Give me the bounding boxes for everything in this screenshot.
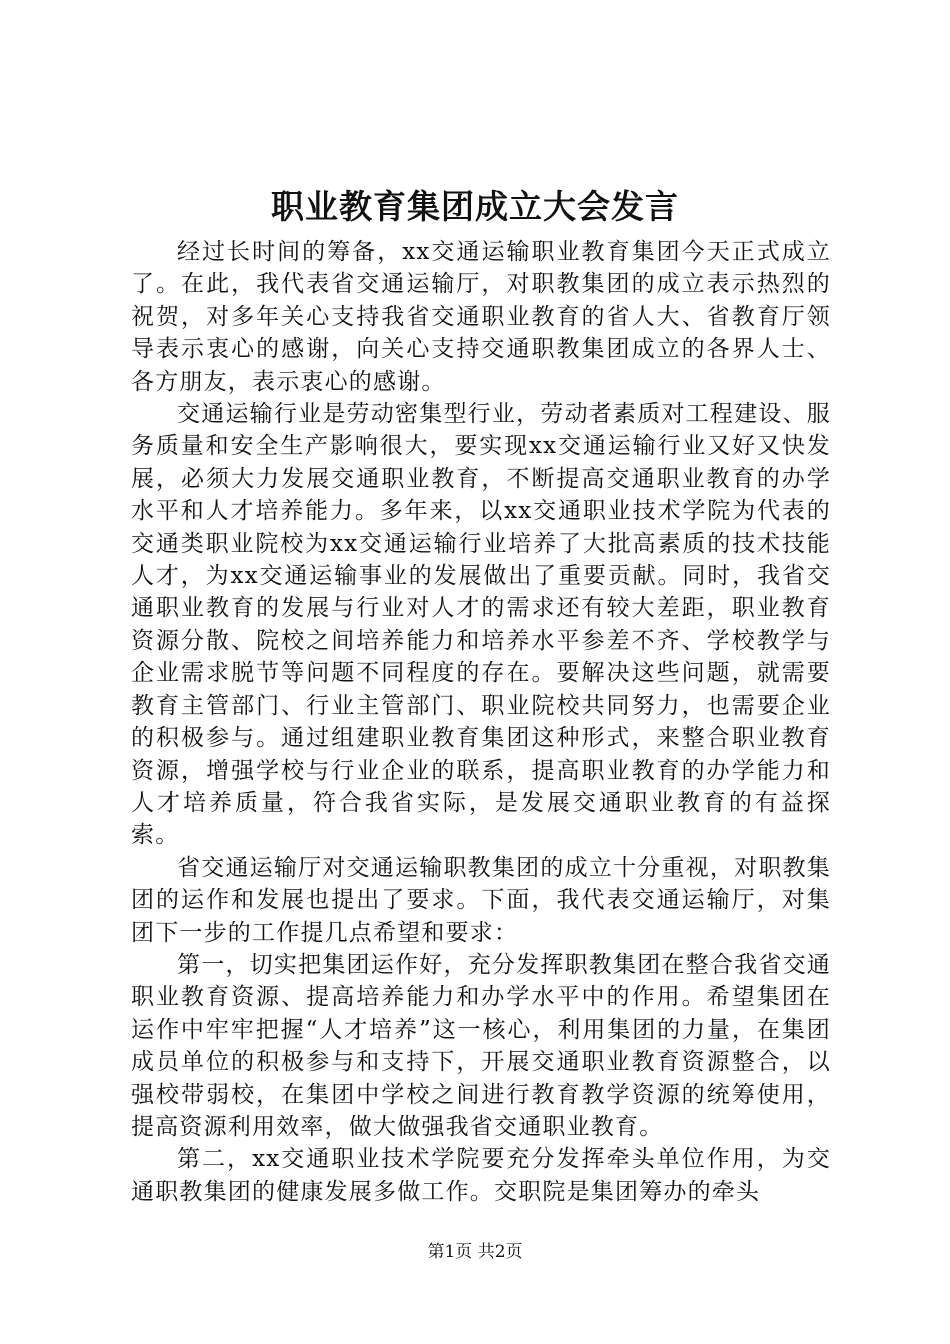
paragraph-2: 交通运输行业是劳动密集型行业，劳动者素质对工程建设、服务质量和安全生产影响很大，要实现xx交通运输行业又好又快发展，必须大力发展交通职业教育，不断提高交通职业教育的办学水平和人才培养能力。多年来，以xx交通职业技术学院为代表的交通类职业院校为xx交通运输行业培养了大批高素质的技术技能人才，为xx交通运输事业的发展做出了重要贡献。同时，我省交通职业教育的发展与行业对人才的需求还有较大差距，职业教育资源分散、院校之间培养能力和培养水平参差不齐、学校教学与企业需求脱节等问题不同程度的存在。要解决这些问题，就需要教育主管部门、行业主管部门、职业院校共同努力，也需要企业的积极参与。通过组建职业教育集团这种形式，来整合职业教育资源，增强学校与行业企业的联系，提高职业教育的办学能力和人才培养质量，符合我省实际，是发展交通职业教育的有益探索。 [131, 401, 831, 849]
paragraph-4: 第一，切实把集团运作好，充分发挥职教集团在整合我省交通职业教育资源、提高培养能力和办学水平中的作用。希望集团在运作中牢牢把握“人才培养”这一核心，利用集团的力量，在集团成员单位的积极参与和支持下，开展交通职业教育资源整合，以强校带弱校，在集团中学校之间进行教育教学资源的统筹使用，提高资源利用效率，做大做强我省交通职业教育。 [131, 951, 831, 1140]
document-body [131, 236, 831, 1208]
page-footer: 第1页 共2页 [427, 1242, 523, 1262]
paragraph-5: 第二，xx交通职业技术学院要充分发挥牵头单位作用，为交通职教集团的健康发展多做工作。交职院是集团筹办的牵头 [131, 1146, 831, 1205]
document-title: 职业教育集团成立大会发言 [271, 187, 679, 226]
paragraph-3: 省交通运输厅对交通运输职教集团的成立十分重视，对职教集团的运作和发展也提出了要求。下面，我代表交通运输厅，对集团下一步的工作提几点希望和要求： [131, 854, 831, 946]
paragraph-1: 经过长时间的筹备，xx交通运输职业教育集团今天正式成立了。在此，我代表省交通运输厅，对职教集团的成立表示热烈的祝贺，对多年关心支持我省交通职业教育的省人大、省教育厅领导表示衷心的感谢，向关心支持交通职教集团成立的各界人士、各方朋友，表示衷心的感谢。 [131, 239, 831, 395]
